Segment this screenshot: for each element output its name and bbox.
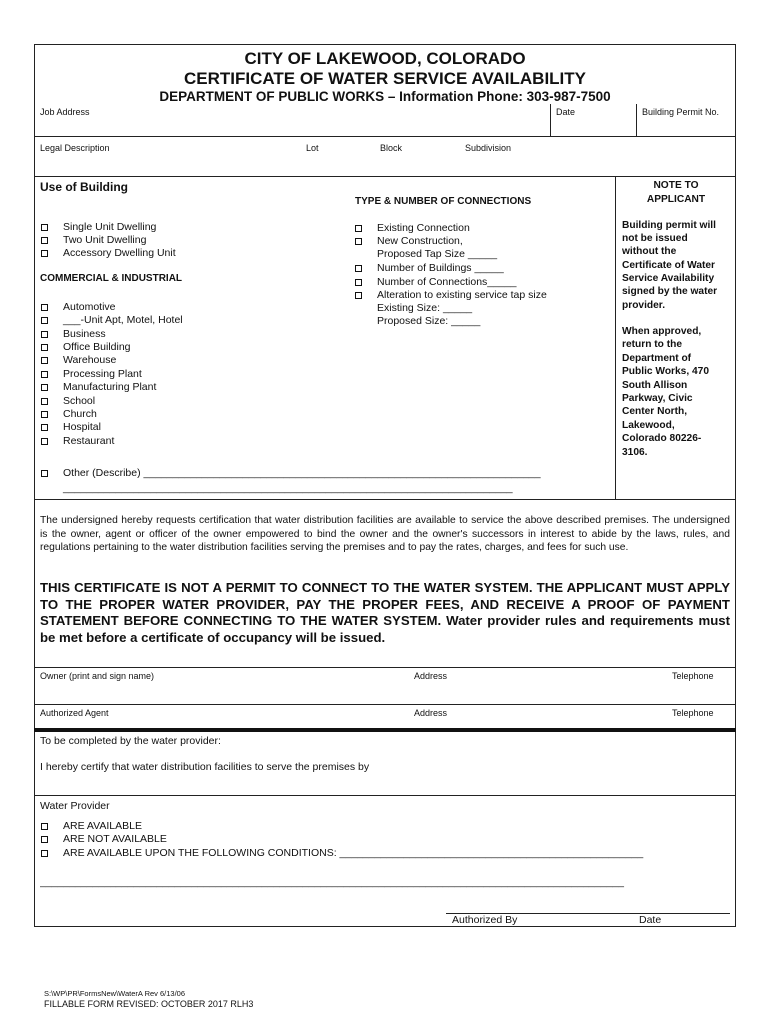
agent-telephone-label: Telephone [672, 708, 714, 718]
row-divider [34, 795, 736, 796]
commercial-heading: COMMERCIAL & INDUSTRIAL [40, 273, 183, 284]
note-line: Department of [622, 353, 692, 364]
certificate-title: CERTIFICATE OF WATER SERVICE AVAILABILITY [183, 69, 587, 88]
proposed-size-label[interactable]: Proposed Size: _____ [377, 315, 481, 327]
checkbox-school[interactable] [41, 398, 48, 405]
provider-certify: I hereby certify that water distribution facilities to serve the premises by [40, 761, 370, 773]
number-connections-label[interactable]: Number of Connections_____ [377, 276, 517, 288]
checkbox-accessory-dwelling[interactable] [41, 250, 48, 257]
legal-description-field[interactable] [40, 156, 730, 174]
checkbox-business[interactable] [41, 331, 48, 338]
row-divider [34, 667, 736, 668]
owner-address-label: Address [414, 671, 448, 681]
agent-address-label: Address [414, 708, 448, 718]
provider-intro: To be completed by the water provider: [40, 735, 221, 747]
divider [550, 104, 551, 136]
note-heading-line2: APPLICANT [646, 194, 706, 205]
note-line: Service Availability [622, 273, 715, 284]
revision-note: FILLABLE FORM REVISED: OCTOBER 2017 RLH3 [44, 999, 254, 1009]
note-line: 3106. [622, 447, 648, 458]
apt-motel-hotel-label: ___-Unit Apt, Motel, Hotel [63, 314, 183, 326]
note-line: provider. [622, 300, 666, 311]
owner-field[interactable] [40, 684, 730, 702]
existing-connection-label: Existing Connection [377, 222, 470, 234]
checkbox-restaurant[interactable] [41, 438, 48, 445]
conditions-line[interactable]: ____________________________________________________________________________________________________ [40, 876, 624, 888]
note-line: return to the [622, 339, 682, 350]
water-provider-label: Water Provider [40, 800, 110, 812]
other-describe-line2[interactable]: _____________________________________________________________________________ [63, 482, 513, 494]
job-address-field[interactable] [40, 119, 544, 135]
owner-telephone-label: Telephone [672, 671, 714, 681]
existing-size-label[interactable]: Existing Size: _____ [377, 302, 473, 314]
checkbox-church[interactable] [41, 411, 48, 418]
checkbox-hospital[interactable] [41, 424, 48, 431]
owner-label: Owner (print and sign name) [40, 671, 155, 681]
note-divider [615, 176, 616, 499]
restaurant-label: Restaurant [63, 435, 115, 447]
row-divider [34, 499, 736, 500]
conditional-label[interactable]: ARE AVAILABLE UPON THE FOLLOWING CONDITIONS: ____________________________________________________ [63, 847, 644, 859]
church-label: Church [63, 408, 97, 420]
checkbox-warehouse[interactable] [41, 357, 48, 364]
accessory-dwelling-label: Accessory Dwelling Unit [63, 247, 176, 259]
note-heading-line1: NOTE TO [653, 180, 699, 191]
checkbox-number-connections[interactable] [355, 279, 362, 286]
file-path: S:\WP\PR\FormsNew\WaterA Rev 6/13/06 [44, 989, 186, 998]
checkbox-existing-connection[interactable] [355, 225, 362, 232]
provider-date-label: Date [639, 914, 662, 926]
checkbox-conditional[interactable] [41, 850, 48, 857]
request-statement: The undersigned hereby requests certification that water distribution facilities are available to service the above described premises. The undersigned is the owner, agent or officer of the owner empowered to bind the owner and the owner's successors in interest to abide by the laws, rules, and regulations pertaining to the water distribution facilities serving the premises and to pay the rates, charges, and fees for such use. [40, 515, 730, 554]
legal-description-label: Legal Description [40, 143, 110, 153]
business-label: Business [63, 328, 106, 340]
checkbox-processing-plant[interactable] [41, 371, 48, 378]
checkbox-apt-motel-hotel[interactable] [41, 317, 48, 324]
available-label: ARE AVAILABLE [63, 820, 142, 832]
alteration-label: Alteration to existing service tap size [377, 289, 547, 301]
lot-label: Lot [306, 143, 319, 153]
checkbox-automotive[interactable] [41, 304, 48, 311]
row-divider [34, 704, 736, 705]
note-line: Colorado 80226- [622, 433, 702, 444]
note-line: Certificate of Water [622, 260, 716, 271]
checkbox-two-unit[interactable] [41, 237, 48, 244]
block-label: Block [380, 143, 403, 153]
new-construction-label: New Construction, [377, 235, 463, 247]
note-line: Lakewood, [622, 420, 675, 431]
note-line: Parkway, Civic [622, 393, 693, 404]
checkbox-single-unit[interactable] [41, 224, 48, 231]
divider [636, 104, 637, 136]
proposed-tap-size-label[interactable]: Proposed Tap Size _____ [377, 248, 498, 260]
checkbox-office-building[interactable] [41, 344, 48, 351]
checkbox-manufacturing-plant[interactable] [41, 384, 48, 391]
subdivision-label: Subdivision [465, 143, 512, 153]
manufacturing-plant-label: Manufacturing Plant [63, 381, 157, 393]
checkbox-alteration[interactable] [355, 292, 362, 299]
note-line: signed by the water [622, 286, 718, 297]
single-unit-label: Single Unit Dwelling [63, 221, 157, 233]
checkbox-number-buildings[interactable] [355, 265, 362, 272]
two-unit-label: Two Unit Dwelling [63, 234, 147, 246]
checkbox-new-construction[interactable] [355, 238, 362, 245]
row-divider [34, 176, 736, 177]
other-describe-label[interactable]: Other (Describe) ____________________________________________________________________ [63, 467, 541, 479]
department-info: DEPARTMENT OF PUBLIC WORKS – Information Phone: 303-987-7500 [159, 89, 611, 104]
checkbox-other[interactable] [41, 470, 48, 477]
not-available-label: ARE NOT AVAILABLE [63, 833, 167, 845]
date-label: Date [556, 107, 576, 117]
automotive-label: Automotive [63, 301, 116, 313]
note-line: When approved, [622, 326, 702, 337]
checkbox-not-available[interactable] [41, 836, 48, 843]
note-line: Center North, [622, 406, 688, 417]
building-permit-field[interactable] [638, 119, 734, 135]
agent-field[interactable] [40, 719, 730, 727]
school-label: School [63, 395, 96, 407]
hospital-label: Hospital [63, 421, 101, 433]
note-line: not be issued [622, 233, 688, 244]
date-field[interactable] [552, 119, 634, 135]
agent-label: Authorized Agent [40, 708, 109, 718]
job-address-label: Job Address [40, 107, 90, 117]
office-building-label: Office Building [63, 341, 131, 353]
note-line: South Allison [622, 380, 688, 391]
city-title: CITY OF LAKEWOOD, COLORADO [244, 49, 526, 68]
thick-divider [34, 728, 736, 732]
building-permit-label: Building Permit No. [642, 107, 720, 117]
connections-heading: TYPE & NUMBER OF CONNECTIONS [355, 196, 532, 207]
number-buildings-label[interactable]: Number of Buildings _____ [377, 262, 504, 274]
note-line: without the [622, 246, 677, 257]
warehouse-label: Warehouse [63, 354, 117, 366]
checkbox-available[interactable] [41, 823, 48, 830]
authorized-by-label: Authorized By [452, 914, 518, 926]
note-line: Public Works, 470 [622, 366, 710, 377]
use-of-building-heading: Use of Building [40, 180, 128, 194]
note-line: Building permit will [622, 220, 716, 231]
processing-plant-label: Processing Plant [63, 368, 142, 380]
row-divider [34, 136, 736, 137]
not-a-permit-warning: THIS CERTIFICATE IS NOT A PERMIT TO CONNECT TO THE WATER SYSTEM. THE APPLICANT MUST APPLY TO THE PROPER WATER PROVIDER, PAY THE PROPER FEES, AND RECEIVE A PROOF OF PAYMENT STATEMENT BEFORE CONNECTING TO THE WATER SYSTEM. Water provider rules and requirements must be met before a certificate of occupancy will be issued. [40, 580, 730, 645]
